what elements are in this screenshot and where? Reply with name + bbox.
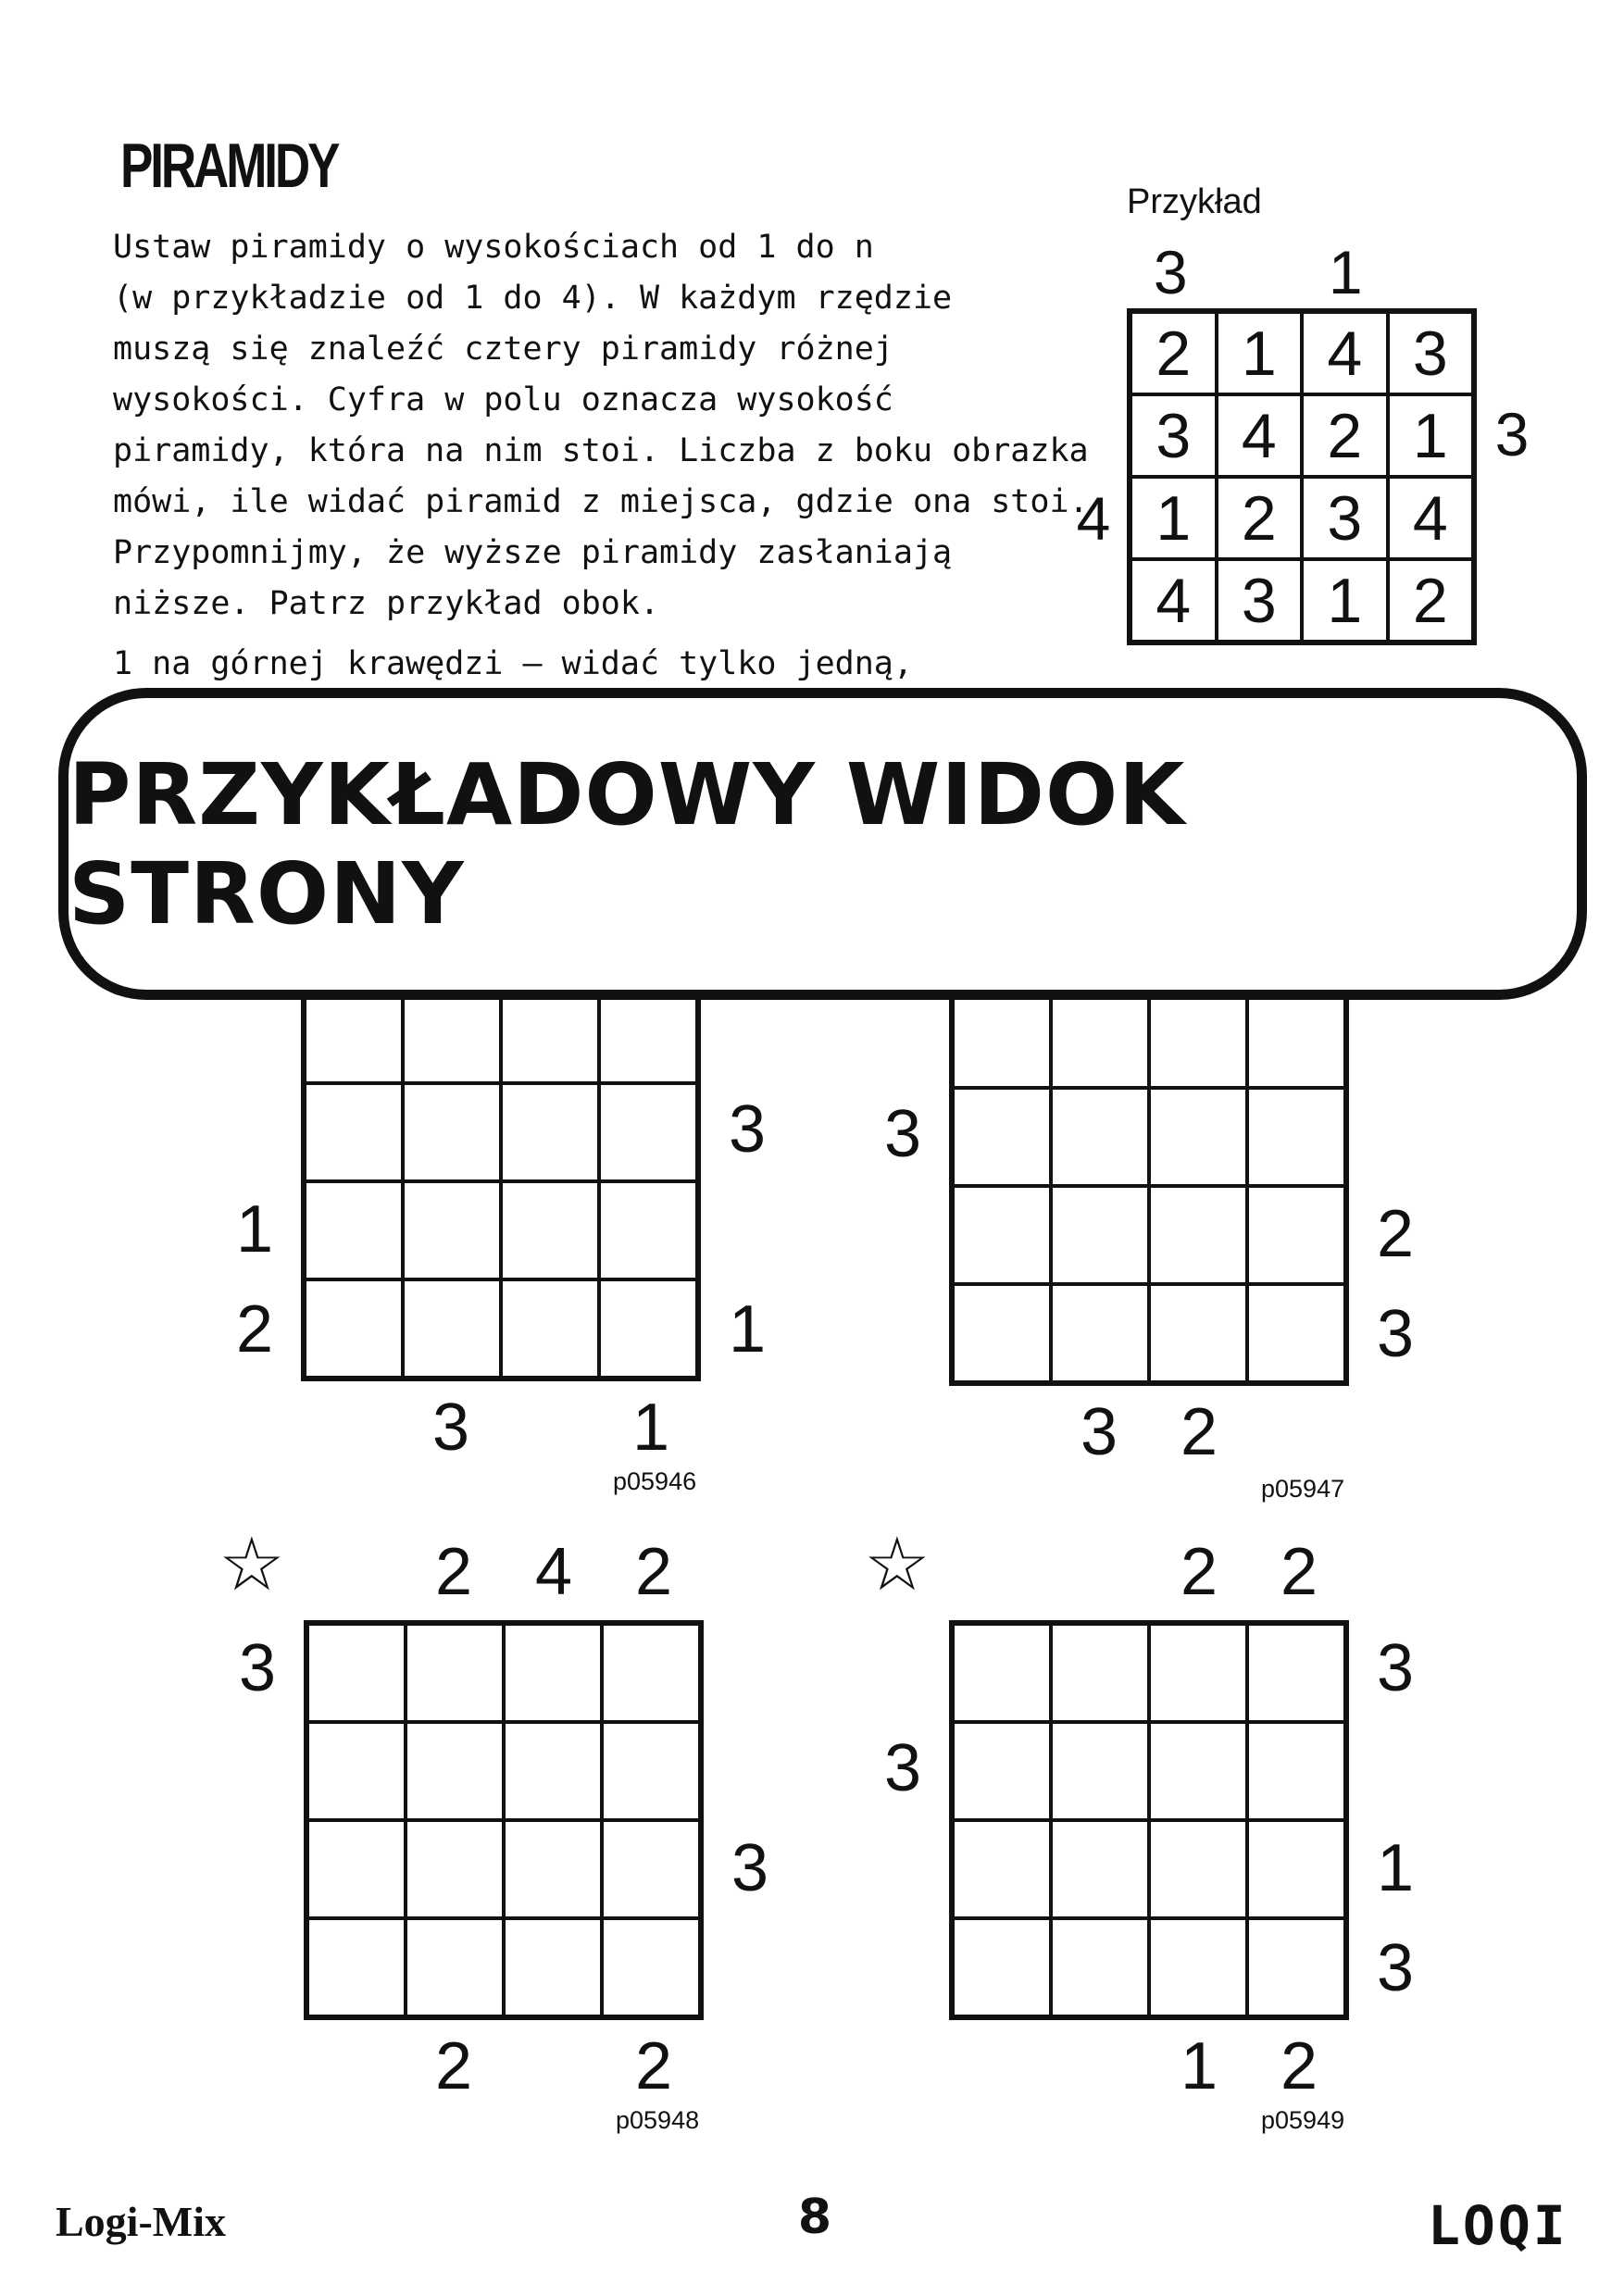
puzzle-clue-top: 4 (534, 1535, 573, 1609)
example-clue-left: 4 (1076, 483, 1111, 553)
puzzle-clue-bottom: 2 (634, 2029, 673, 2103)
puzzle-cell[interactable] (1149, 1722, 1247, 1820)
puzzle-cell[interactable] (406, 1624, 504, 1722)
puzzle-cell[interactable] (1051, 1722, 1149, 1820)
puzzle-cell[interactable] (1149, 1088, 1247, 1186)
puzzle-grid (304, 1620, 704, 2020)
puzzle-cell[interactable] (1149, 1820, 1247, 1918)
puzzle-clue-right: 3 (1376, 1931, 1415, 2005)
puzzle-cell[interactable] (305, 1181, 403, 1279)
logo: LOQI (1428, 2194, 1568, 2257)
preview-banner (58, 688, 1587, 1000)
puzzle-clue-right: 2 (1376, 1197, 1415, 1271)
example-cell: 4 (1131, 559, 1217, 642)
puzzle-cell[interactable] (1051, 990, 1149, 1088)
instruction-line: wysokości. Cyfra w polu oznacza wysokość (113, 381, 893, 418)
example-cell: 1 (1388, 394, 1474, 477)
example-cell: 3 (1302, 477, 1388, 559)
puzzle-cell[interactable] (953, 1624, 1051, 1722)
example-label: Przykład (1127, 182, 1262, 221)
puzzle-clue-bottom: 3 (1080, 1395, 1118, 1469)
example-cell: 2 (1388, 559, 1474, 642)
puzzle-cell[interactable] (602, 1722, 700, 1820)
example-cell: 3 (1131, 394, 1217, 477)
puzzle-cell[interactable] (953, 1918, 1051, 2016)
puzzle-cell[interactable] (602, 1820, 700, 1918)
banner-text: PRZYKŁADOWY WIDOK STRONY (69, 744, 1186, 943)
puzzle-clue-left: 3 (238, 1631, 277, 1705)
puzzle-cell[interactable] (599, 1279, 697, 1378)
example-cell: 2 (1131, 312, 1217, 394)
puzzle-clue-bottom: 1 (1180, 2029, 1218, 2103)
example-cell: 4 (1388, 477, 1474, 559)
puzzle-cell[interactable] (406, 1918, 504, 2016)
puzzle-clue-bottom: 3 (431, 1391, 470, 1465)
puzzle-cell[interactable] (602, 1624, 700, 1722)
puzzle-clue-left: 3 (883, 1097, 922, 1171)
puzzle-clue-bottom: 1 (631, 1391, 670, 1465)
puzzle-clue-bottom: 2 (1280, 2029, 1318, 2103)
page-number: 8 (797, 2190, 832, 2245)
puzzle-cell[interactable] (504, 1722, 602, 1820)
puzzle-cell[interactable] (501, 1083, 599, 1181)
puzzle-cell[interactable] (1247, 990, 1345, 1088)
footer-magazine-name: Logi-Mix (56, 2198, 226, 2245)
puzzle-id: p05948 (616, 2106, 700, 2134)
example-cell: 4 (1302, 312, 1388, 394)
puzzle-cell[interactable] (953, 1284, 1051, 1382)
example-cell: 4 (1217, 394, 1303, 477)
puzzle-grid (301, 981, 701, 1381)
puzzle-cell[interactable] (403, 1279, 501, 1378)
example-clue-top: 3 (1153, 238, 1188, 306)
puzzle-cell[interactable] (305, 1279, 403, 1378)
puzzle-id: p05947 (1261, 1475, 1345, 1503)
puzzle-cell[interactable] (1247, 1820, 1345, 1918)
puzzle-cell[interactable] (953, 1186, 1051, 1284)
puzzle-cell[interactable] (602, 1918, 700, 2016)
puzzle-cell[interactable] (406, 1820, 504, 1918)
example-cell: 2 (1217, 477, 1303, 559)
puzzle-cell[interactable] (403, 1083, 501, 1181)
puzzle-cell[interactable] (1149, 1624, 1247, 1722)
puzzle-cell[interactable] (403, 1181, 501, 1279)
puzzle-grid (949, 986, 1349, 1386)
puzzle-cell[interactable] (307, 1820, 406, 1918)
example-clue-top: 1 (1328, 238, 1363, 306)
example-cell: 1 (1217, 312, 1303, 394)
puzzle-cell[interactable] (504, 1918, 602, 2016)
example-clue-right: 3 (1494, 399, 1530, 468)
example-grid (1127, 308, 1477, 645)
puzzle-cell[interactable] (1149, 1918, 1247, 2016)
puzzle-clue-right: 3 (731, 1831, 769, 1905)
puzzle-cell[interactable] (307, 1918, 406, 2016)
puzzle-cell[interactable] (1051, 1918, 1149, 2016)
puzzle-cell[interactable] (1247, 1918, 1345, 2016)
puzzle-clue-bottom: 2 (1180, 1395, 1218, 1469)
instruction-line: (w przykładzie od 1 do 4). W każdym rzędzie (113, 280, 953, 317)
puzzle-clue-top: 2 (434, 1535, 473, 1609)
puzzle-cell[interactable] (307, 1624, 406, 1722)
star-icon: ☆ (219, 1521, 285, 1607)
puzzle-clue-right: 1 (1376, 1831, 1415, 1905)
puzzle-cell[interactable] (953, 1088, 1051, 1186)
puzzle-clue-top: 2 (634, 1535, 673, 1609)
puzzle-cell[interactable] (1051, 1088, 1149, 1186)
puzzle-cell[interactable] (1247, 1624, 1345, 1722)
puzzle-cell[interactable] (501, 1181, 599, 1279)
puzzle-grid (949, 1620, 1349, 2020)
instructions (113, 222, 1094, 690)
puzzle-clue-bottom: 2 (434, 2029, 473, 2103)
example-cell: 3 (1217, 559, 1303, 642)
puzzle-cell[interactable] (501, 1279, 599, 1378)
puzzle-cell[interactable] (1247, 1284, 1345, 1382)
puzzle-clue-top: 2 (1180, 1535, 1218, 1609)
instruction-line: niższe. Patrz przykład obok. (113, 585, 660, 622)
puzzle-cell[interactable] (1247, 1088, 1345, 1186)
puzzle-cell[interactable] (1149, 1284, 1247, 1382)
instruction-line: muszą się znaleźć cztery piramidy różnej (113, 331, 893, 368)
puzzle-id: p05949 (1261, 2106, 1345, 2134)
puzzle-clue-right: 3 (1376, 1631, 1415, 1705)
example-cell: 3 (1388, 312, 1474, 394)
puzzle-clue-left: 2 (235, 1292, 274, 1366)
puzzle-cell[interactable] (307, 1722, 406, 1820)
puzzle-clue-top: 2 (1280, 1535, 1318, 1609)
puzzle-cell[interactable] (1149, 990, 1247, 1088)
puzzle-clue-left: 3 (883, 1731, 922, 1805)
puzzle-cell[interactable] (599, 1083, 697, 1181)
puzzle-clue-right: 1 (728, 1292, 767, 1366)
puzzle-cell[interactable] (1247, 1186, 1345, 1284)
example-cell: 1 (1131, 477, 1217, 559)
puzzle-cell[interactable] (1247, 1722, 1345, 1820)
puzzle-cell[interactable] (953, 1820, 1051, 1918)
puzzle-cell[interactable] (953, 990, 1051, 1088)
instruction-line: mówi, ile widać piramid z miejsca, gdzie ona stoi. (113, 483, 1089, 520)
page-title: PIRAMIDY (120, 131, 338, 201)
puzzle-cell[interactable] (406, 1722, 504, 1820)
puzzle-cell[interactable] (1149, 1186, 1247, 1284)
puzzle-clue-left: 1 (235, 1192, 274, 1267)
example-cell: 1 (1302, 559, 1388, 642)
puzzle-cell[interactable] (1051, 1284, 1149, 1382)
instruction-line: piramidy, która na nim stoi. Liczba z boku obrazka (113, 432, 1089, 469)
puzzle-cell[interactable] (1051, 1820, 1149, 1918)
instruction-line-extra: 1 na górnej krawędzi – widać tylko jedną, (113, 645, 913, 682)
star-icon: ☆ (864, 1521, 931, 1607)
puzzle-cell[interactable] (1051, 1186, 1149, 1284)
instruction-line: Ustaw piramidy o wysokościach od 1 do n (113, 229, 874, 266)
puzzle-cell[interactable] (1051, 1624, 1149, 1722)
example-cell: 2 (1302, 394, 1388, 477)
puzzle-clue-right: 3 (728, 1092, 767, 1167)
puzzle-cell[interactable] (599, 1181, 697, 1279)
puzzle-cell[interactable] (504, 1624, 602, 1722)
puzzle-cell[interactable] (953, 1722, 1051, 1820)
instruction-line: Przypomnijmy, że wyższe piramidy zasłaniają (113, 534, 953, 571)
puzzle-id: p05946 (613, 1467, 697, 1495)
puzzle-cell[interactable] (504, 1820, 602, 1918)
puzzle-clue-right: 3 (1376, 1297, 1415, 1371)
puzzle-cell[interactable] (305, 1083, 403, 1181)
